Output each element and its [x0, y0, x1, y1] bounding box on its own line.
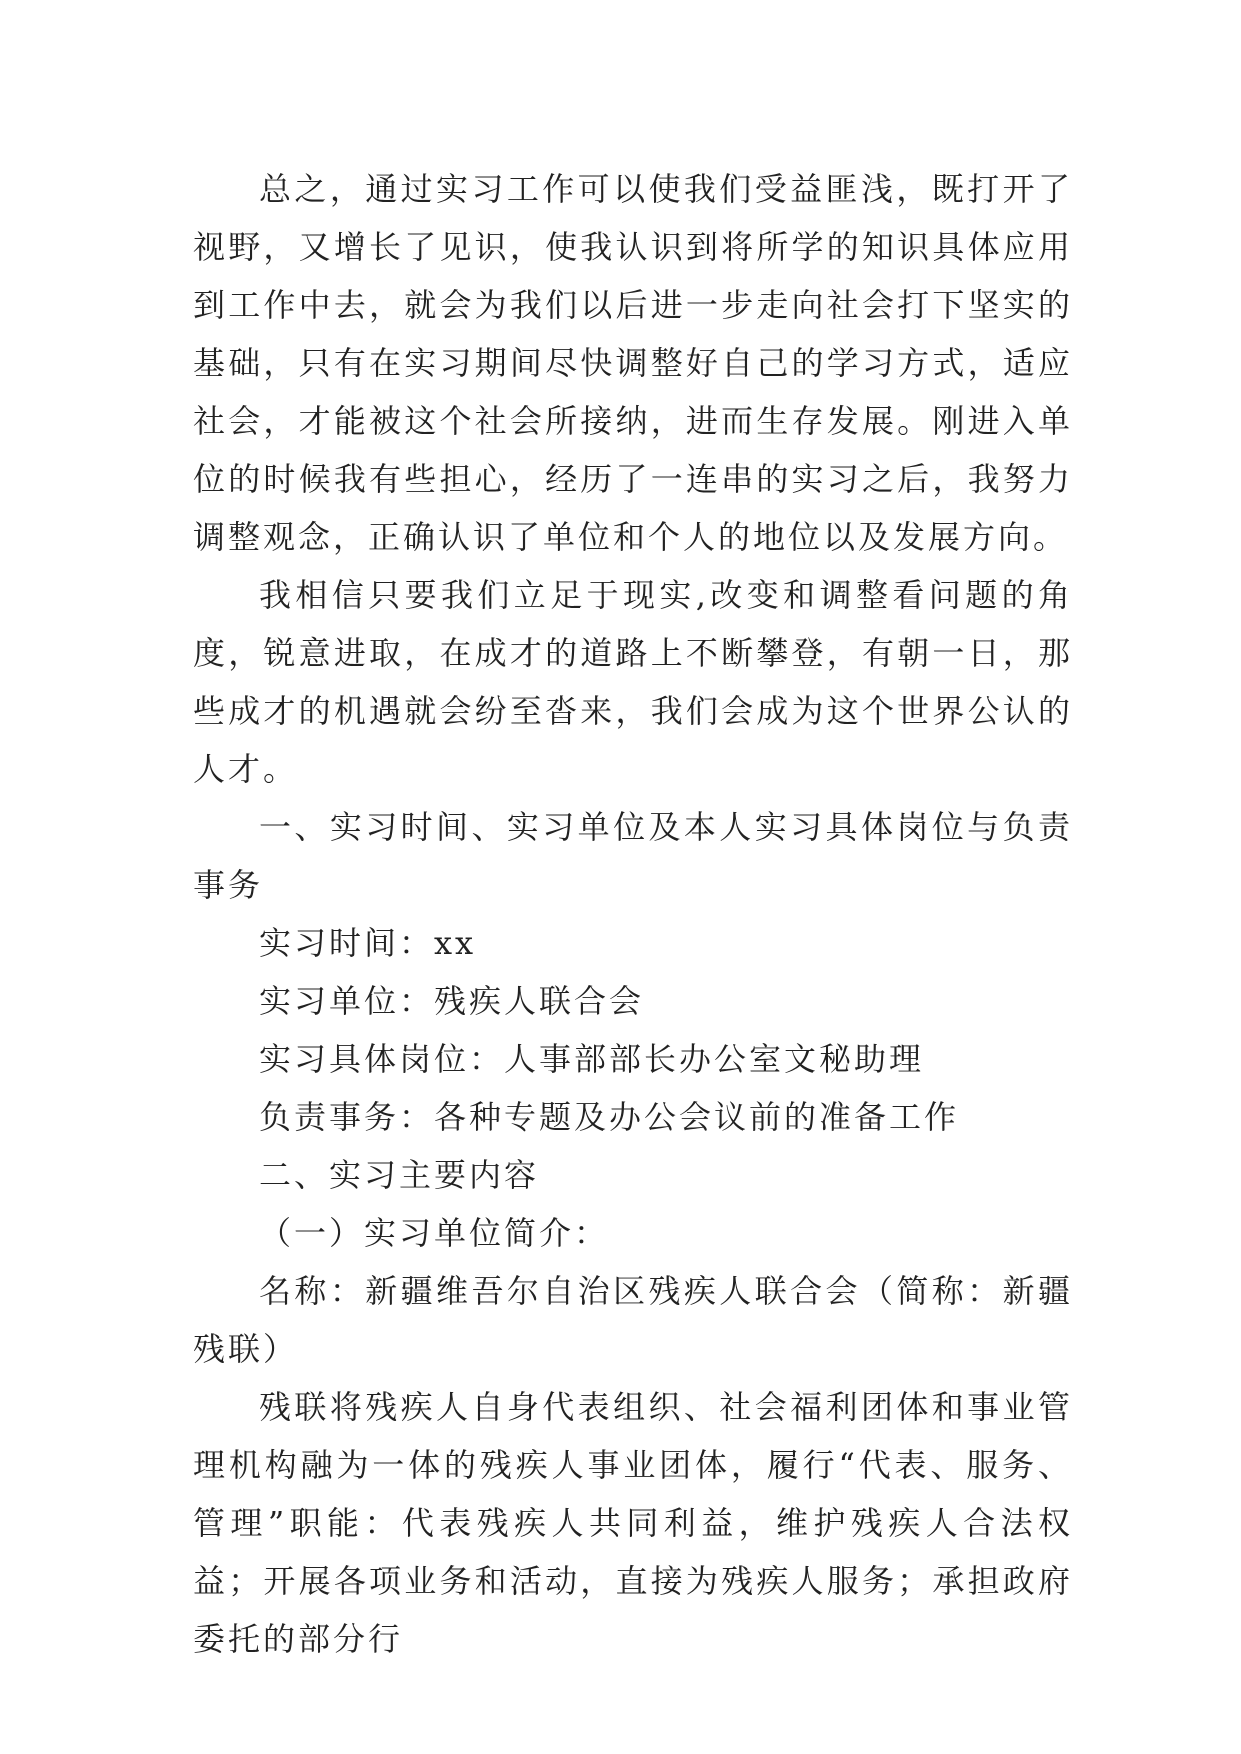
organization-name: 名称：新疆维吾尔自治区残疾人联合会（简称：新疆残联） — [193, 1272, 1073, 1368]
internship-unit: 实习单位：残疾人联合会 — [259, 982, 645, 1020]
organization-description: 残联将残疾人自身代表组织、社会福利团体和事业管理机构融为一体的残疾人事业团体，履行“代表、服务、管理”职能：代表残疾人共同利益，维护残疾人合法权益；开展各项业务和活动，直接为残疾人服务；承担政府委托的部分行 — [193, 1388, 1073, 1658]
paragraph-belief: 我相信只要我们立足于现实,改变和调整看问题的角度，锐意进取，在成才的道路上不断攀登，有朝一日，那些成才的机遇就会纷至沓来，我们会成为这个世界公认的人才。 — [193, 576, 1073, 788]
internship-duties: 负责事务：各种专题及办公会议前的准备工作 — [259, 1098, 960, 1136]
paragraph-summary: 总之，通过实习工作可以使我们受益匪浅，既打开了视野，又增长了见识，使我认识到将所学的知识具体应用到工作中去，就会为我们以后进一步走向社会打下坚实的基础，只有在实习期间尽快调整好自己的学习方式，适应社会，才能被这个社会所接纳，进而生存发展。刚进入单位的时候我有些担心，经历了一连串的实习之后，我努力调整观念，正确认识了单位和个人的地位以及发展方向。 — [193, 170, 1073, 556]
section-heading-1: 一、实习时间、实习单位及本人实习具体岗位与负责事务 — [193, 808, 1073, 904]
document-body — [193, 160, 1073, 1668]
internship-time: 实习时间：xx — [259, 924, 477, 962]
subsection-heading-1: （一）实习单位简介： — [259, 1214, 610, 1252]
section-heading-2: 二、实习主要内容 — [259, 1156, 540, 1194]
internship-position: 实习具体岗位：人事部部长办公室文秘助理 — [259, 1040, 925, 1078]
